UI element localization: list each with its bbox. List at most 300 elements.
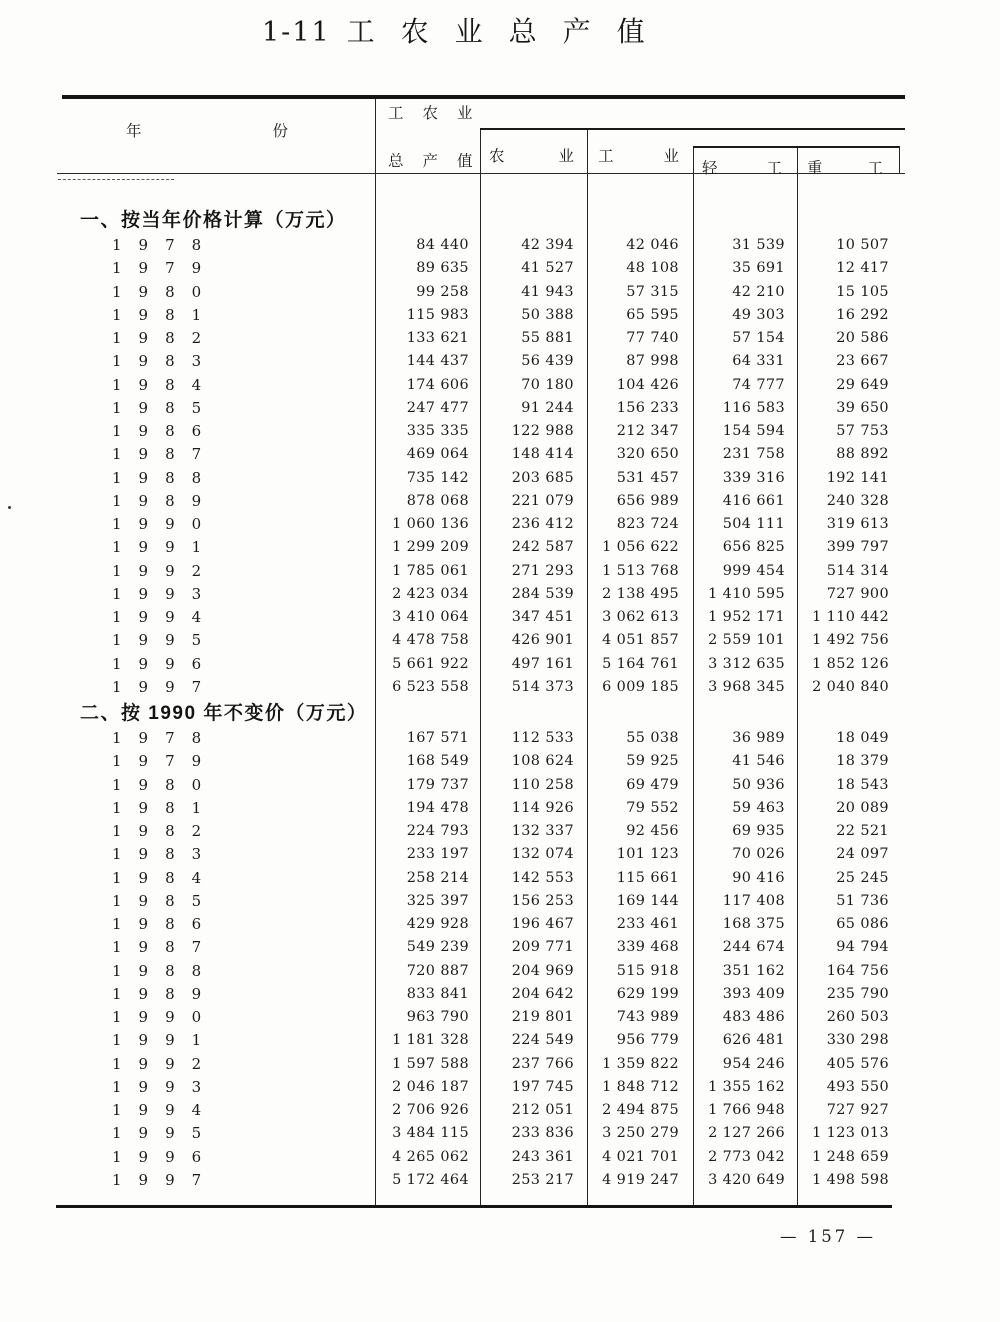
heavy-industry-cell: 51 736 xyxy=(836,892,889,909)
year-value: 1978 xyxy=(112,236,219,254)
year-cell xyxy=(62,653,375,676)
heavy-industry-cell: 18 379 xyxy=(836,753,889,770)
year-value: 1979 xyxy=(112,752,219,771)
industry-cell: 59 925 xyxy=(626,753,679,770)
agriculture-cell: 41 943 xyxy=(521,283,574,300)
agriculture-cell: 142 553 xyxy=(511,869,574,886)
group-header-line2: 总产值 xyxy=(388,152,492,170)
table-bottom-rule xyxy=(56,1205,892,1208)
heavy-industry-cell: 57 753 xyxy=(836,423,889,439)
header-char: 业 xyxy=(558,147,574,165)
year-cell xyxy=(62,1076,375,1099)
table-row xyxy=(62,774,905,797)
year-value: 1987 xyxy=(112,445,219,464)
title-text: 工农业总产值 xyxy=(346,15,671,48)
light-industry-cell: 231 758 xyxy=(722,446,785,463)
industry-cell: 101 123 xyxy=(616,846,679,863)
year-value: 1981 xyxy=(112,305,219,324)
industry-cell: 42 046 xyxy=(626,237,679,253)
light-industry-cell: 35 691 xyxy=(732,260,785,277)
header-char: 农 xyxy=(489,147,505,165)
agriculture-cell: 209 771 xyxy=(511,939,574,956)
year-value: 1994 xyxy=(112,608,219,626)
industry-cell: 1 359 822 xyxy=(602,1055,679,1072)
industry-cell: 4 021 701 xyxy=(602,1148,679,1165)
total-cell: 133 621 xyxy=(406,330,469,346)
year-value: 1978 xyxy=(112,729,219,747)
table-row xyxy=(62,257,905,280)
light-industry-cell: 656 825 xyxy=(722,539,785,556)
industry-cell: 4 051 857 xyxy=(602,632,679,649)
total-cell: 1 299 209 xyxy=(392,539,469,556)
table-top-rule xyxy=(62,95,905,99)
light-industry-cell: 2 127 266 xyxy=(708,1125,785,1142)
industry-cell: 629 199 xyxy=(616,985,679,1002)
year-value: 1980 xyxy=(112,775,219,794)
industry-cell: 156 233 xyxy=(616,399,679,416)
year-cell xyxy=(62,583,375,606)
heavy-industry-cell: 18 049 xyxy=(836,730,889,746)
industry-cell: 2 138 495 xyxy=(602,585,679,602)
agriculture-cell: 236 412 xyxy=(511,516,574,532)
light-industry-cell: 57 154 xyxy=(732,330,785,346)
agriculture-cell: 56 439 xyxy=(521,353,574,370)
industry-cell: 5 164 761 xyxy=(602,655,679,672)
year-value: 1995 xyxy=(112,631,219,650)
light-industry-cell: 117 408 xyxy=(722,892,785,909)
total-cell: 115 983 xyxy=(406,306,469,323)
year-value: 1991 xyxy=(112,1031,219,1050)
year-cell xyxy=(62,560,375,583)
total-cell: 174 606 xyxy=(406,376,469,393)
table-body xyxy=(62,173,905,1192)
year-value: 1994 xyxy=(112,1101,219,1119)
light-industry-cell: 954 246 xyxy=(722,1055,785,1072)
light-industry-cell: 1 355 162 xyxy=(708,1078,785,1095)
year-cell xyxy=(62,1146,375,1169)
total-cell: 5 661 922 xyxy=(392,655,469,672)
total-cell: 99 258 xyxy=(416,283,469,300)
heavy-industry-cell: 1 123 013 xyxy=(812,1125,889,1142)
table-row xyxy=(62,443,905,466)
heavy-industry-cell: 94 794 xyxy=(836,939,889,956)
total-cell: 6 523 558 xyxy=(392,678,469,695)
table-row xyxy=(62,560,905,583)
year-cell xyxy=(62,350,375,373)
total-cell: 2 046 187 xyxy=(392,1078,469,1095)
light-industry-cell: 483 486 xyxy=(722,1009,785,1025)
year-cell xyxy=(62,843,375,866)
page-title xyxy=(262,10,671,50)
industry-cell: 104 426 xyxy=(616,376,679,393)
year-cell xyxy=(62,1029,375,1052)
agriculture-cell: 253 217 xyxy=(511,1171,574,1188)
year-value: 1993 xyxy=(112,1077,219,1096)
year-value: 1987 xyxy=(112,938,219,957)
year-cell xyxy=(62,867,375,890)
total-cell: 224 793 xyxy=(406,823,469,839)
total-cell: 2 706 926 xyxy=(392,1102,469,1118)
industry-cell: 531 457 xyxy=(616,469,679,486)
table-row xyxy=(62,1099,905,1122)
total-cell: 3 484 115 xyxy=(392,1125,469,1142)
header-char: 业 xyxy=(663,147,679,165)
total-cell: 335 335 xyxy=(406,423,469,439)
light-industry-cell: 416 661 xyxy=(722,492,785,509)
industry-cell: 3 062 613 xyxy=(602,609,679,625)
agriculture-cell: 233 836 xyxy=(511,1125,574,1142)
heavy-industry-cell: 727 900 xyxy=(826,585,889,602)
heavy-industry-cell: 1 852 126 xyxy=(812,655,889,672)
year-cell xyxy=(62,420,375,443)
industry-cell: 956 779 xyxy=(616,1032,679,1049)
heavy-industry-cell: 514 314 xyxy=(826,562,889,579)
year-cell xyxy=(62,797,375,820)
year-cell xyxy=(62,1099,375,1122)
agriculture-cell: 70 180 xyxy=(521,376,574,393)
light-industry-cell: 59 463 xyxy=(732,799,785,816)
agriculture-cell: 212 051 xyxy=(511,1102,574,1118)
year-cell xyxy=(62,727,375,750)
total-cell: 878 068 xyxy=(406,492,469,509)
header-char: 轻 xyxy=(702,159,718,177)
table-row xyxy=(62,1122,905,1145)
year-cell xyxy=(62,443,375,466)
heavy-industry-cell: 319 613 xyxy=(826,516,889,532)
light-industry-cell: 351 162 xyxy=(722,962,785,979)
header-char: 工 xyxy=(766,159,782,177)
industry-cell: 823 724 xyxy=(616,516,679,532)
table-row xyxy=(62,1076,905,1099)
agriculture-cell: 221 079 xyxy=(511,492,574,509)
total-cell: 4 265 062 xyxy=(392,1148,469,1165)
light-industry-cell: 36 989 xyxy=(732,730,785,746)
year-value: 1996 xyxy=(112,1147,219,1166)
total-cell: 179 737 xyxy=(406,776,469,793)
industry-cell: 339 468 xyxy=(616,939,679,956)
section-rows-constant-prices xyxy=(62,727,905,1192)
table-row xyxy=(62,797,905,820)
section-rows-current-prices xyxy=(62,234,905,699)
heavy-industry-cell: 235 790 xyxy=(826,985,889,1002)
year-value: 1986 xyxy=(112,422,219,440)
heavy-industry-cell: 164 756 xyxy=(826,962,889,979)
total-cell: 167 571 xyxy=(406,730,469,746)
industry-cell: 115 661 xyxy=(616,869,679,886)
industry-cell: 65 595 xyxy=(626,306,679,323)
light-industry-cell: 168 375 xyxy=(722,916,785,932)
agriculture-column-header xyxy=(481,144,587,166)
heavy-industry-cell: 39 650 xyxy=(836,399,889,416)
table-row xyxy=(62,867,905,890)
industry-cell: 6 009 185 xyxy=(602,678,679,695)
table-row xyxy=(62,960,905,983)
total-cell: 247 477 xyxy=(406,399,469,416)
total-cell: 1 597 588 xyxy=(392,1055,469,1072)
table-row xyxy=(62,843,905,866)
industry-cell: 1 848 712 xyxy=(602,1078,679,1095)
year-cell xyxy=(62,890,375,913)
heavy-industry-cell: 16 292 xyxy=(836,306,889,323)
total-cell: 429 928 xyxy=(406,916,469,932)
total-cell: 1 060 136 xyxy=(392,516,469,532)
heavy-industry-cell: 25 245 xyxy=(836,869,889,886)
table-row xyxy=(62,467,905,490)
year-value: 1983 xyxy=(112,845,219,864)
year-value: 1990 xyxy=(112,515,219,533)
light-industry-cell: 2 773 042 xyxy=(708,1148,785,1165)
light-industry-cell: 116 583 xyxy=(722,399,785,416)
group-header-line1: 工农业 xyxy=(388,104,492,122)
agriculture-cell: 514 373 xyxy=(511,678,574,695)
year-cell xyxy=(62,606,375,629)
light-industry-cell: 70 026 xyxy=(732,846,785,863)
year-value: 1984 xyxy=(112,868,219,887)
table-row xyxy=(62,676,905,699)
year-cell xyxy=(62,1169,375,1192)
light-industry-cell: 41 546 xyxy=(732,753,785,770)
agriculture-cell: 91 244 xyxy=(521,399,574,416)
light-industry-cell: 244 674 xyxy=(722,939,785,956)
year-cell xyxy=(62,774,375,797)
light-industry-cell: 3 968 345 xyxy=(708,678,785,695)
agriculture-cell: 242 587 xyxy=(511,539,574,556)
heavy-industry-cell: 330 298 xyxy=(826,1032,889,1049)
year-cell xyxy=(62,536,375,559)
page-number: — 157 — xyxy=(780,1227,876,1246)
total-cell: 258 214 xyxy=(406,869,469,886)
header-char: 重 xyxy=(807,159,823,177)
table-row xyxy=(62,1146,905,1169)
header-char: 工 xyxy=(598,147,614,165)
industry-cell: 212 347 xyxy=(616,423,679,439)
industry-cell: 4 919 247 xyxy=(602,1171,679,1188)
year-cell xyxy=(62,374,375,397)
section-label-current-prices: 一、按当年价格计算（万元） xyxy=(80,210,347,231)
heavy-industry-cell: 23 667 xyxy=(836,353,889,370)
total-cell: 1 785 061 xyxy=(392,562,469,579)
table-row xyxy=(62,513,905,536)
heavy-industry-cell: 405 576 xyxy=(826,1055,889,1072)
total-cell: 325 397 xyxy=(406,892,469,909)
year-cell xyxy=(62,397,375,420)
table-row xyxy=(62,304,905,327)
table-row xyxy=(62,890,905,913)
table-row xyxy=(62,583,905,606)
industry-cell: 320 650 xyxy=(616,446,679,463)
light-industry-cell: 1 766 948 xyxy=(708,1102,785,1118)
statistics-table xyxy=(62,95,905,1208)
year-value: 1983 xyxy=(112,352,219,371)
heavy-industry-cell: 1 498 598 xyxy=(812,1171,889,1188)
table-row xyxy=(62,913,905,936)
total-cell: 233 197 xyxy=(406,846,469,863)
industry-cell: 743 989 xyxy=(616,1009,679,1025)
light-industry-cell: 31 539 xyxy=(732,237,785,253)
total-cell: 549 239 xyxy=(406,939,469,956)
heavy-industry-cell: 192 141 xyxy=(826,469,889,486)
total-cell: 1 181 328 xyxy=(392,1032,469,1049)
agriculture-cell: 196 467 xyxy=(511,916,574,932)
agriculture-cell: 426 901 xyxy=(511,632,574,649)
industry-cell: 515 918 xyxy=(616,962,679,979)
year-header-char: 份 xyxy=(272,122,288,140)
year-value: 1991 xyxy=(112,538,219,557)
year-value: 1982 xyxy=(112,329,219,347)
year-value: 1990 xyxy=(112,1008,219,1026)
industry-cell: 656 989 xyxy=(616,492,679,509)
agriculture-cell: 42 394 xyxy=(521,237,574,253)
industry-cell: 3 250 279 xyxy=(602,1125,679,1142)
agriculture-cell: 114 926 xyxy=(511,799,574,816)
year-value: 1995 xyxy=(112,1124,219,1143)
year-cell xyxy=(62,467,375,490)
industry-cell: 79 552 xyxy=(626,799,679,816)
table-row xyxy=(62,983,905,1006)
heavy-industry-cell: 1 248 659 xyxy=(812,1148,889,1165)
year-cell xyxy=(62,750,375,773)
industry-subbox-top-rule xyxy=(693,146,900,148)
agriculture-cell: 284 539 xyxy=(511,585,574,602)
agriculture-cell: 41 527 xyxy=(521,260,574,277)
total-cell: 5 172 464 xyxy=(392,1171,469,1188)
agriculture-cell: 55 881 xyxy=(521,330,574,346)
year-column-header xyxy=(126,119,288,141)
industry-cell: 77 740 xyxy=(626,330,679,346)
table-row xyxy=(62,397,905,420)
section-label-constant-prices: 二、按 1990 年不变价（万元） xyxy=(80,703,368,724)
year-cell xyxy=(62,281,375,304)
year-cell xyxy=(62,983,375,1006)
light-industry-cell: 64 331 xyxy=(732,353,785,370)
agriculture-cell: 110 258 xyxy=(511,776,574,793)
table-row xyxy=(62,420,905,443)
year-cell xyxy=(62,304,375,327)
agriculture-cell: 204 642 xyxy=(511,985,574,1002)
year-cell xyxy=(62,257,375,280)
industry-column-header xyxy=(587,144,693,166)
total-cell: 144 437 xyxy=(406,353,469,370)
year-cell xyxy=(62,327,375,350)
light-industry-cell: 339 316 xyxy=(722,469,785,486)
year-value: 1979 xyxy=(112,259,219,278)
total-cell: 720 887 xyxy=(406,962,469,979)
agriculture-cell: 148 414 xyxy=(511,446,574,463)
industry-cell: 1 513 768 xyxy=(602,562,679,579)
year-value: 1992 xyxy=(112,561,219,580)
agriculture-cell: 156 253 xyxy=(511,892,574,909)
total-cell: 168 549 xyxy=(406,753,469,770)
year-value: 1993 xyxy=(112,584,219,603)
year-value: 1985 xyxy=(112,398,219,417)
agriculture-cell: 237 766 xyxy=(511,1055,574,1072)
light-industry-cell: 49 303 xyxy=(732,306,785,323)
table-row xyxy=(62,727,905,750)
light-industry-cell: 999 454 xyxy=(722,562,785,579)
heavy-industry-cell: 65 086 xyxy=(836,916,889,932)
table-row xyxy=(62,281,905,304)
total-cell: 84 440 xyxy=(416,237,469,253)
year-cell xyxy=(62,960,375,983)
industry-cell: 55 038 xyxy=(626,730,679,746)
year-cell xyxy=(62,629,375,652)
agriculture-cell: 497 161 xyxy=(511,655,574,672)
year-value: 1997 xyxy=(112,1170,219,1189)
industry-cell: 169 144 xyxy=(616,892,679,909)
total-cell: 194 478 xyxy=(406,799,469,816)
table-row xyxy=(62,820,905,843)
table-row xyxy=(62,327,905,350)
agriculture-cell: 347 451 xyxy=(511,609,574,625)
table-row xyxy=(62,750,905,773)
heavy-industry-cell: 493 550 xyxy=(826,1078,889,1095)
year-value: 1984 xyxy=(112,375,219,394)
table-row xyxy=(62,536,905,559)
light-industry-cell: 154 594 xyxy=(722,423,785,439)
agriculture-cell: 224 549 xyxy=(511,1032,574,1049)
year-cell xyxy=(62,1053,375,1076)
table-row xyxy=(62,1006,905,1029)
industry-cell: 233 461 xyxy=(616,916,679,932)
table-row xyxy=(62,374,905,397)
year-value: 1988 xyxy=(112,468,219,487)
agriculture-cell: 132 074 xyxy=(511,846,574,863)
table-row xyxy=(62,1053,905,1076)
year-value: 1986 xyxy=(112,915,219,933)
light-industry-cell: 1 410 595 xyxy=(708,585,785,602)
table-row xyxy=(62,490,905,513)
year-value: 1982 xyxy=(112,822,219,840)
table-row xyxy=(62,629,905,652)
subheader-box-top-rule xyxy=(480,128,905,130)
table-row xyxy=(62,653,905,676)
agriculture-cell: 243 361 xyxy=(511,1148,574,1165)
table-row xyxy=(62,606,905,629)
table-row xyxy=(62,1029,905,1052)
industry-cell: 57 315 xyxy=(626,283,679,300)
light-industry-cell: 74 777 xyxy=(732,376,785,393)
year-header-char: 年 xyxy=(126,122,142,140)
heavy-industry-cell: 24 097 xyxy=(836,846,889,863)
year-cell xyxy=(62,676,375,699)
agriculture-cell: 204 969 xyxy=(511,962,574,979)
year-value: 1989 xyxy=(112,984,219,1003)
total-cell: 469 064 xyxy=(406,446,469,463)
year-value: 1988 xyxy=(112,961,219,980)
heavy-industry-cell: 20 586 xyxy=(836,330,889,346)
heavy-industry-cell: 1 110 442 xyxy=(812,609,889,625)
year-cell xyxy=(62,234,375,257)
heavy-industry-cell: 260 503 xyxy=(826,1009,889,1025)
agriculture-cell: 271 293 xyxy=(511,562,574,579)
year-value: 1992 xyxy=(112,1054,219,1073)
heavy-industry-cell: 29 649 xyxy=(836,376,889,393)
light-industry-cell: 393 409 xyxy=(722,985,785,1002)
agriculture-cell: 50 388 xyxy=(521,306,574,323)
agriculture-cell: 219 801 xyxy=(511,1009,574,1025)
year-value: 1996 xyxy=(112,654,219,673)
agriculture-cell: 197 745 xyxy=(511,1078,574,1095)
heavy-industry-cell: 727 927 xyxy=(826,1102,889,1118)
year-value: 1989 xyxy=(112,491,219,510)
light-industry-cell: 3 420 649 xyxy=(708,1171,785,1188)
total-cell: 3 410 064 xyxy=(392,609,469,625)
agriculture-cell: 122 988 xyxy=(511,423,574,439)
light-industry-cell: 1 952 171 xyxy=(708,609,785,625)
heavy-industry-cell: 88 892 xyxy=(836,446,889,463)
agriculture-cell: 112 533 xyxy=(511,730,574,746)
year-cell xyxy=(62,936,375,959)
